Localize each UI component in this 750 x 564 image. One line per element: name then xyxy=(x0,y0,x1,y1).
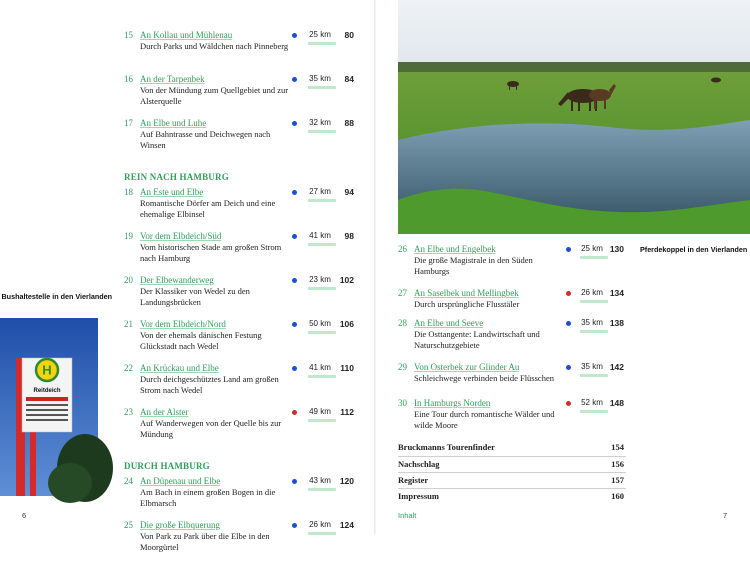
toc-entry-19[interactable] xyxy=(124,231,356,275)
distance-bar xyxy=(308,532,336,535)
entry-distance: 49 km xyxy=(309,407,331,416)
distance-bar xyxy=(580,374,608,377)
entry-page: 148 xyxy=(609,398,624,408)
difficulty-dot xyxy=(566,247,571,252)
appendix-item[interactable] xyxy=(398,440,626,456)
entry-title[interactable]: An Elbe und Seeve xyxy=(414,318,484,328)
section-heading-rein-nach-hamburg: REIN NACH HAMBURG xyxy=(124,172,229,182)
toc-entry-24[interactable] xyxy=(124,476,356,520)
toc-entry-28[interactable] xyxy=(398,318,626,362)
difficulty-dot xyxy=(292,121,297,126)
entry-title[interactable]: An Krückau und Elbe xyxy=(140,363,219,373)
toc-entry-17[interactable] xyxy=(124,118,356,162)
entry-description: Romantische Dörfer am Deich und eine ehemalige Elbinsel xyxy=(140,198,276,219)
difficulty-dot xyxy=(292,479,297,484)
entry-page: 124 xyxy=(339,520,354,530)
entry-description: Eine Tour durch romantische Wälder und wilde Moore xyxy=(414,409,555,430)
caption-horse-meadow: Pferdekoppel in den Vierlanden xyxy=(640,245,748,254)
entry-page: 120 xyxy=(339,476,354,486)
appendix-page: 156 xyxy=(611,459,624,469)
toc-left-column xyxy=(124,30,356,564)
entry-distance: 26 km xyxy=(581,288,603,297)
toc-entry-21[interactable] xyxy=(124,319,356,363)
toc-group-b xyxy=(124,187,356,451)
distance-bar xyxy=(308,199,336,202)
distance-bar xyxy=(308,42,336,45)
entry-description: Auf Wanderwegen von der Quelle bis zur Mündung xyxy=(140,418,282,439)
entry-distance: 52 km xyxy=(581,398,603,407)
entry-number: 24 xyxy=(124,476,133,486)
entry-page: 80 xyxy=(344,30,354,40)
page-number-left: 6 xyxy=(22,511,27,520)
entry-title[interactable]: Die große Elbquerung xyxy=(140,520,220,530)
entry-distance: 35 km xyxy=(309,74,331,83)
entry-title[interactable]: Vor dem Elbdeich/Nord xyxy=(140,319,226,329)
difficulty-dot xyxy=(292,322,297,327)
entry-title[interactable]: An Düpenau und Elbe xyxy=(140,476,221,486)
entry-description: Schleichwege verbinden beide Flüsschen xyxy=(414,373,554,383)
entry-number: 22 xyxy=(124,363,133,373)
toc-group-a xyxy=(124,30,356,162)
appendix-item[interactable] xyxy=(398,472,626,488)
entry-title[interactable]: An Elbe und Engelbek xyxy=(414,244,496,254)
appendix-page: 157 xyxy=(611,475,624,485)
entry-description: Von Park zu Park über die Elbe in den Moorgürtel xyxy=(140,531,270,552)
bus-sign-letter: H xyxy=(42,362,52,378)
toc-entry-15[interactable] xyxy=(124,30,356,74)
difficulty-dot xyxy=(566,291,571,296)
appendix-page: 154 xyxy=(611,442,624,452)
entry-number: 20 xyxy=(124,275,133,285)
distance-bar xyxy=(308,287,336,290)
entry-page: 102 xyxy=(339,275,354,285)
difficulty-dot xyxy=(292,278,297,283)
toc-entry-18[interactable] xyxy=(124,187,356,231)
distance-bar xyxy=(580,256,608,259)
entry-page: 84 xyxy=(344,74,354,84)
entry-number: 18 xyxy=(124,187,133,197)
difficulty-dot xyxy=(292,234,297,239)
distance-bar xyxy=(308,331,336,334)
entry-title[interactable]: An Saselbek und Mellingbek xyxy=(414,288,519,298)
entry-title[interactable]: Der Elbewanderweg xyxy=(140,275,214,285)
entry-description: Die große Magistrale in den Süden Hamburgs xyxy=(414,255,533,276)
entry-description: Von der ehemals dänischen Festung Glückstadt nach Wedel xyxy=(140,330,262,351)
appendix-item[interactable] xyxy=(398,456,626,472)
entry-description: Vom historischen Stade am großen Strom nach Hamburg xyxy=(140,242,282,263)
toc-entry-20[interactable] xyxy=(124,275,356,319)
toc-entry-27[interactable] xyxy=(398,288,626,318)
entry-title[interactable]: Von Osterbek zur Glinder Au xyxy=(414,362,520,372)
toc-group-c xyxy=(124,476,356,564)
caption-bus-stop: Bushaltestelle in den Vierlanden xyxy=(1,292,112,301)
page-gutter xyxy=(374,0,376,534)
appendix-item[interactable] xyxy=(398,488,626,504)
entry-description: Durch ursprüngliche Flusstäler xyxy=(414,299,520,309)
entry-page: 106 xyxy=(339,319,354,329)
entry-description: Durch deichgeschütztes Land am großen Strom nach Wedel xyxy=(140,374,279,395)
entry-number: 21 xyxy=(124,319,133,329)
entry-page: 134 xyxy=(609,288,624,298)
distance-bar xyxy=(308,130,336,133)
entry-page: 138 xyxy=(609,318,624,328)
entry-description: Durch Parks und Wäldchen nach Pinneberg xyxy=(140,41,289,51)
difficulty-dot xyxy=(292,523,297,528)
appendix-label: Impressum xyxy=(398,491,439,501)
difficulty-dot xyxy=(566,365,571,370)
difficulty-dot xyxy=(292,410,297,415)
toc-right-column xyxy=(398,244,626,442)
entry-title[interactable]: In Hamburgs Norden xyxy=(414,398,491,408)
difficulty-dot xyxy=(292,77,297,82)
entry-title[interactable]: Vor dem Elbdeich/Süd xyxy=(140,231,222,241)
difficulty-dot xyxy=(566,401,571,406)
distance-bar xyxy=(308,419,336,422)
entry-distance: 41 km xyxy=(309,363,331,372)
toc-entry-26[interactable] xyxy=(398,244,626,288)
entry-number: 27 xyxy=(398,288,407,298)
distance-bar xyxy=(580,300,608,303)
entry-description: Die Osttangente: Landwirtschaft und Naturschutzgebiete xyxy=(414,329,540,350)
entry-distance: 25 km xyxy=(581,244,603,253)
entry-distance: 50 km xyxy=(309,319,331,328)
entry-distance: 27 km xyxy=(309,187,331,196)
bus-stop-photo xyxy=(0,318,98,496)
entry-page: 110 xyxy=(340,363,354,373)
entry-page: 98 xyxy=(344,231,354,241)
toc-entry-22[interactable] xyxy=(124,363,356,407)
entry-distance: 23 km xyxy=(309,275,331,284)
entry-page: 88 xyxy=(344,118,354,128)
running-head: Inhalt xyxy=(398,511,417,520)
entry-page: 112 xyxy=(340,407,354,417)
distance-bar xyxy=(580,410,608,413)
appendix-label: Register xyxy=(398,475,429,485)
entry-distance: 35 km xyxy=(581,318,603,327)
appendix-page: 160 xyxy=(611,491,624,501)
distance-bar xyxy=(308,86,336,89)
entry-title[interactable]: An der Tarpenbek xyxy=(140,74,205,84)
entry-distance: 35 km xyxy=(581,362,603,371)
entry-page: 130 xyxy=(609,244,624,254)
bus-sign-stop-name: Reitdeich xyxy=(33,388,61,394)
difficulty-dot xyxy=(292,190,297,195)
entry-number: 25 xyxy=(124,520,133,530)
toc-entry-30[interactable] xyxy=(398,398,626,442)
entry-page: 94 xyxy=(344,187,354,197)
entry-description: Auf Bahntrasse und Deichwegen nach Winsen xyxy=(140,129,271,150)
appendix-label: Nachschlag xyxy=(398,459,440,469)
appendix-list xyxy=(398,440,626,504)
distance-bar xyxy=(308,488,336,491)
toc-entry-16[interactable] xyxy=(124,74,356,118)
toc-entry-29[interactable] xyxy=(398,362,626,398)
entry-number: 15 xyxy=(124,30,133,40)
entry-number: 16 xyxy=(124,74,133,84)
entry-number: 17 xyxy=(124,118,133,128)
section-heading-durch-hamburg: DURCH HAMBURG xyxy=(124,461,210,471)
entry-number: 29 xyxy=(398,362,407,372)
difficulty-dot xyxy=(292,33,297,38)
entry-distance: 25 km xyxy=(309,30,331,39)
entry-distance: 41 km xyxy=(309,231,331,240)
entry-distance: 26 km xyxy=(309,520,331,529)
distance-bar xyxy=(580,330,608,333)
difficulty-dot xyxy=(566,321,571,326)
entry-title[interactable]: An Kollau und Mühlenau xyxy=(140,30,233,40)
entry-distance: 32 km xyxy=(309,118,331,127)
entry-title[interactable]: An Elbe und Luhe xyxy=(140,118,207,128)
entry-distance: 43 km xyxy=(309,476,331,485)
entry-description: Am Bach in einem großen Bogen in die Elbmarsch xyxy=(140,487,276,508)
distance-bar xyxy=(308,243,336,246)
page-number-right: 7 xyxy=(723,511,728,520)
toc-entry-25[interactable] xyxy=(124,520,356,564)
difficulty-dot xyxy=(292,366,297,371)
entry-title[interactable]: An der Alster xyxy=(140,407,189,417)
appendix-label: Bruckmanns Tourenfinder xyxy=(398,442,495,452)
entry-number: 30 xyxy=(398,398,407,408)
entry-number: 19 xyxy=(124,231,133,241)
entry-title[interactable]: An Este und Elbe xyxy=(140,187,204,197)
entry-description: Der Klassiker von Wedel zu den Landungsbrücken xyxy=(140,286,250,307)
entry-description: Von der Mündung zum Quellgebiet und zur Alsterquelle xyxy=(140,85,289,106)
horse-meadow-photo xyxy=(398,0,750,234)
entry-number: 26 xyxy=(398,244,407,254)
distance-bar xyxy=(308,375,336,378)
entry-page: 142 xyxy=(609,362,624,372)
toc-entry-23[interactable] xyxy=(124,407,356,451)
entry-number: 23 xyxy=(124,407,133,417)
entry-number: 28 xyxy=(398,318,407,328)
